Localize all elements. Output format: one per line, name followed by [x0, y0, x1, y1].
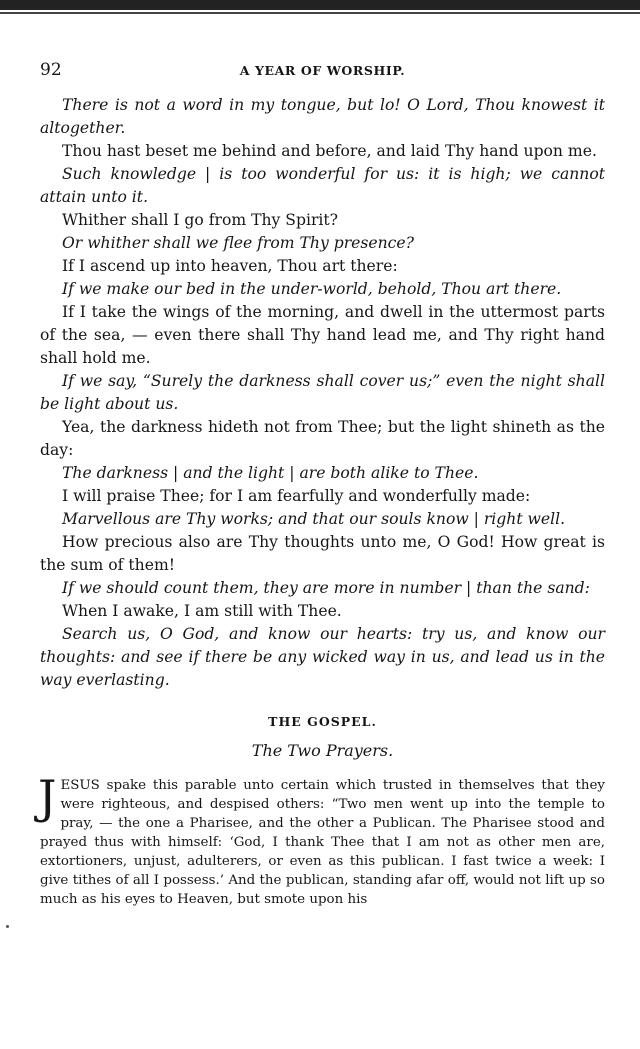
verse: I will praise Thee; for I am fearfully and wonderfully made:: [62, 487, 531, 505]
verse: There is not a word in my tongue, but lo! O Lord, Thou knowest it altogether.: [40, 96, 605, 137]
margin-speck: [6, 925, 9, 928]
verse: The darkness | and the light | are both alike to Thee.: [62, 464, 479, 482]
running-title: A YEAR OF WORSHIP.: [239, 63, 406, 78]
book-page: [40, 60, 605, 909]
top-border-rule: [0, 0, 640, 10]
top-border-thin-rule: [0, 12, 640, 14]
verse: Or whither shall we flee from Thy presence?: [62, 234, 414, 252]
verse: If we make our bed in the under-world, behold, Thou art there.: [62, 280, 562, 298]
verse: If we should count them, they are more in number | than the sand:: [62, 579, 590, 597]
verse: Marvellous are Thy works; and that our souls know | right well.: [62, 510, 566, 528]
verse: How precious also are Thy thoughts unto me, O God! How great is the sum of them!: [40, 533, 605, 574]
page-number: 92: [40, 60, 62, 80]
gospel-heading: THE GOSPEL.: [268, 714, 377, 729]
psalm-verses: [40, 94, 605, 692]
verse: Search us, O God, and know our hearts: try us, and know our thoughts: and see if there be any wicked way in us, and lead us in the way everlasting.: [40, 625, 605, 689]
verse: If I ascend up into heaven, Thou art there:: [62, 257, 398, 275]
verse: Thou hast beset me behind and before, and laid Thy hand upon me.: [62, 142, 597, 160]
verse: If I take the wings of the morning, and dwell in the uttermost parts of the sea, — even there shall Thy hand lead me, and Thy right hand shall hold me.: [40, 303, 605, 367]
verse: Such knowledge | is too wonderful for us: it is high; we cannot attain unto it.: [40, 165, 605, 206]
verse: Yea, the darkness hideth not from Thee; but the light shineth as the day:: [40, 418, 605, 459]
verse: If we say, “Surely the darkness shall cover us;” even the night shall be light about us.: [40, 372, 605, 413]
verse: When I awake, I am still with Thee.: [62, 602, 342, 620]
drop-cap: J: [38, 770, 57, 824]
gospel-text: [38, 770, 605, 909]
gospel-body: ESUS spake this parable unto certain which trusted in themselves that they were righteous, and despised others: “Two men went up into the temple to pray, — the one a Pharisee, and the other a Publican. The Pharisee stood and prayed thus with himself: ‘God, I thank Thee that I am not as other men are, extortioners, unjust, adulterers, or even as this publican. I fast twice a week: I give tithes of all I possess.’ And the publican, standing afar off, would not lift up so much as his eyes to Heaven, but smote upon his: [40, 778, 605, 907]
running-head: [40, 60, 605, 88]
verse: Whither shall I go from Thy Spirit?: [62, 211, 339, 229]
gospel-subtitle: The Two Prayers.: [251, 741, 394, 760]
